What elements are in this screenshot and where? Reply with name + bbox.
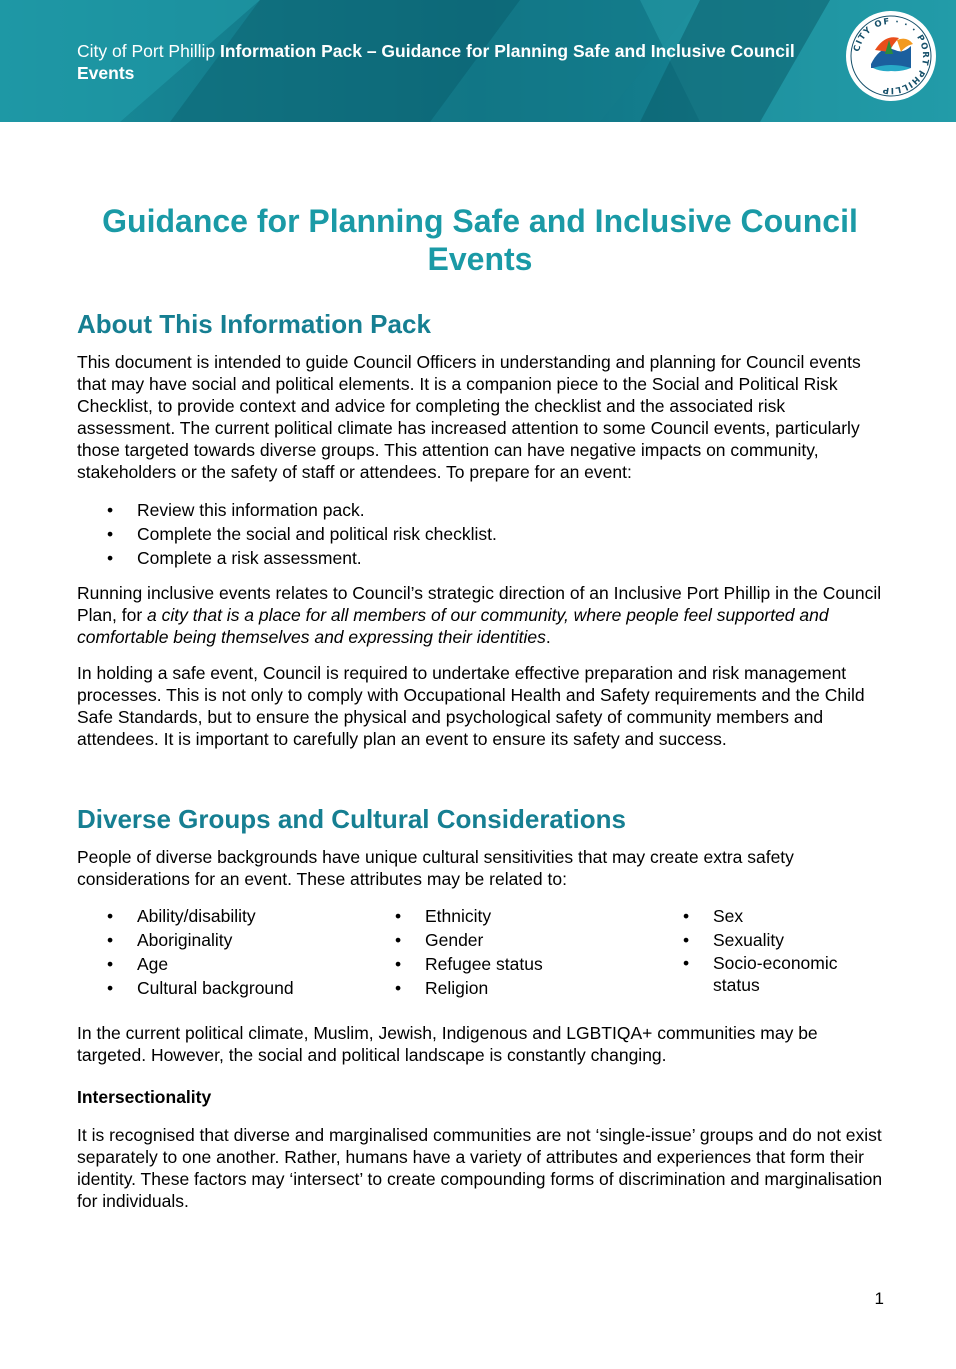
intersectionality-paragraph: It is recognised that diverse and marginalised communities are not ‘single-issue’ groups and do not exist separately to one another. Rather, humans have a variety of attributes and experiences that form their identity. These factors may ‘intersect’ to create compounding forms of discrimination and marginalisation for individuals.	[77, 1125, 883, 1211]
attributes-list-col3	[683, 904, 858, 996]
about-heading: About This Information Pack	[77, 309, 431, 339]
attributes-list-col2	[395, 904, 655, 1000]
about-intro: This document is intended to guide Council Officers in understanding and planning for Council events that may have social and political elements. It is a companion piece to the Social and Political Risk Checklist, to provide context and advice for completing the checklist and the associated risk assessment. The current political climate has increased attention to some Council events, particularly those targeted towards diverse groups. This attention can have negative impacts on community, stakeholders or the safety of staff or attendees. To prepare for an event:	[77, 352, 861, 482]
list-item: • Sexuality	[683, 928, 858, 952]
preparation-steps-list	[107, 498, 887, 570]
political-climate-paragraph: In the current political climate, Muslim, Jewish, Indigenous and LGBTIQA+ communities may be targeted. However, the social and political landscape is constantly changing.	[77, 1023, 818, 1065]
list-item: • Religion	[395, 976, 655, 1000]
attributes-list-col1	[107, 904, 367, 1000]
list-item: • Complete the social and political risk checklist.	[107, 522, 887, 546]
list-item: • Sex	[683, 904, 858, 928]
safety-paragraph: In holding a safe event, Council is required to undertake effective preparation and risk management processes. This is not only to comply with Occupational Health and Safety requirements and the Child Safe Standards, but to ensure the physical and psychological safety of community members and attendees. It is important to carefully plan an event to ensure its safety and success.	[77, 663, 865, 749]
diverse-intro: People of diverse backgrounds have unique cultural sensitivities that may create extra safety considerations for an event. These attributes may be related to:	[77, 847, 794, 889]
header-org: City of Port Phillip	[77, 41, 216, 61]
strategic-lead: Running inclusive events relates to Council’s strategic direction of an Inclusive Port Phillip in the Council Plan, for	[77, 583, 882, 625]
list-item: • Aboriginality	[107, 928, 367, 952]
list-item: • Review this information pack.	[107, 498, 887, 522]
page-number: 1	[874, 1289, 884, 1308]
list-item: • Ethnicity	[395, 904, 655, 928]
document-title: Guidance for Planning Safe and Inclusive Council Events	[102, 203, 858, 277]
council-plan-quote: a city that is a place for all members of our community, where people feel supported and comfortable being themselves and expressing their identities	[77, 605, 829, 647]
header-title	[77, 40, 847, 84]
logo-lettering: CITY OF · · · PORT PHILLIP	[852, 16, 931, 96]
list-item: • Gender	[395, 928, 655, 952]
list-item: • Ability/disability	[107, 904, 367, 928]
strategic-end: .	[545, 627, 551, 647]
strategic-direction-paragraph	[77, 582, 887, 648]
header-banner	[0, 0, 956, 122]
list-item: • Refugee status	[395, 952, 655, 976]
header-pack-title: Information Pack – Guidance for Planning Safe and Inclusive Council Events	[77, 41, 795, 83]
intersectionality-heading: Intersectionality	[77, 1087, 212, 1107]
list-item: • Socio-economic status	[683, 952, 858, 996]
city-of-port-phillip-logo	[845, 10, 937, 102]
list-item: • Complete a risk assessment.	[107, 546, 887, 570]
diverse-groups-heading: Diverse Groups and Cultural Considerations	[77, 804, 626, 834]
list-item: • Cultural background	[107, 976, 367, 1000]
list-item: • Age	[107, 952, 367, 976]
